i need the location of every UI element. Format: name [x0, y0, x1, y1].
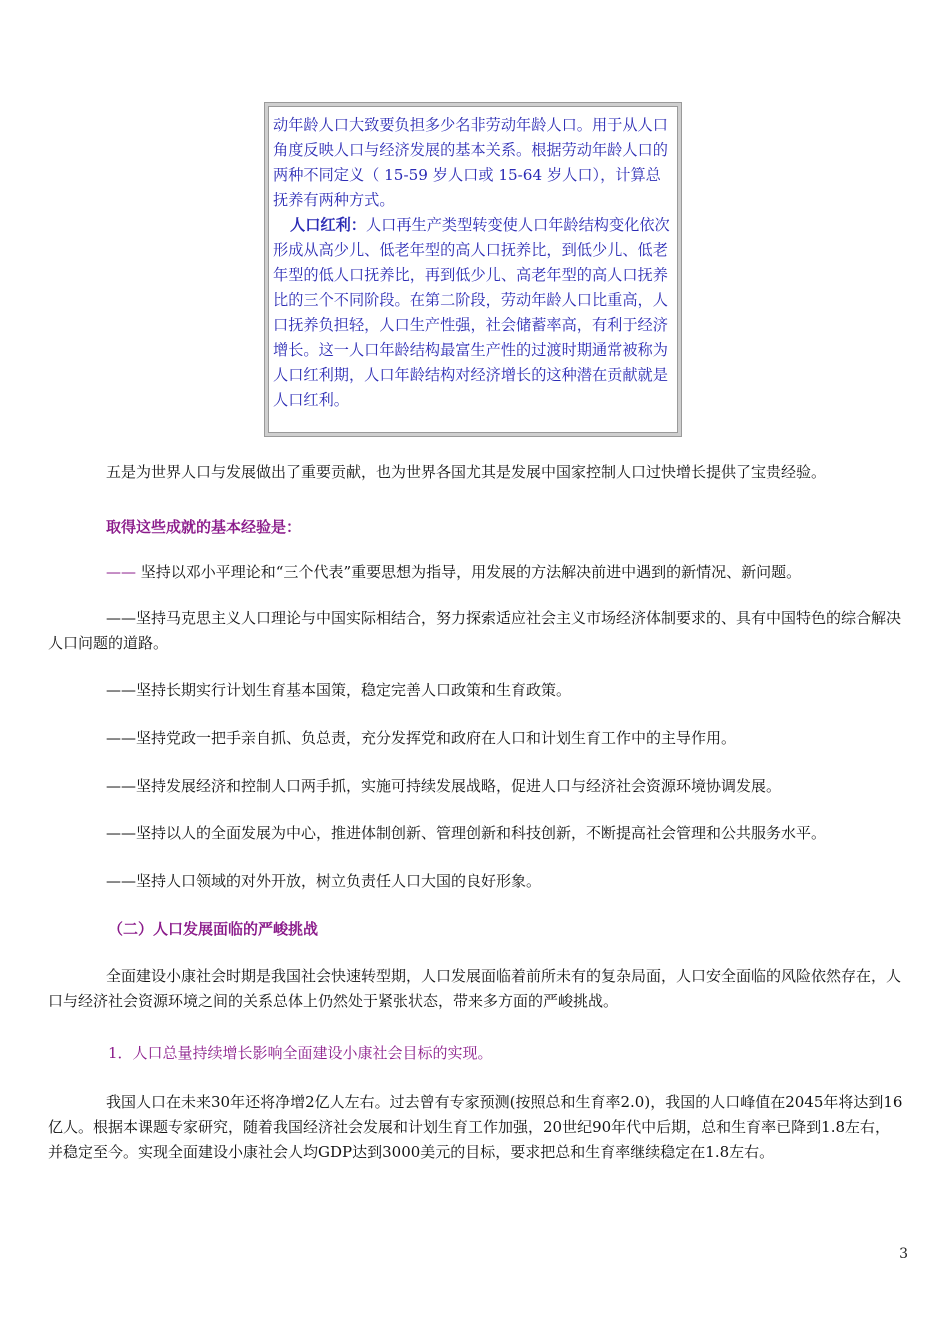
box-paragraph-dependency: 动年龄人口大致要负担多少名非劳动年龄人口。用于从人口角度反映人口与经济发展的基本关系。根据劳动年龄人口的两种不同定义（ 15-59 岁人口或 15-64 岁人口），计算总抚养有两种方式。 [273, 116, 668, 209]
experience-heading: 取得这些成就的基本经验是： [106, 518, 302, 536]
box-paragraph-dividend [273, 213, 673, 413]
population-forecast-paragraph: 我国人口在未来30年还将净增2亿人左右。过去曾有专家预测(按照总和生育率2.0)，我国的人口峰值在2045年将达到16亿人。根据本课题专家研究，随着我国经济社会发展和计划生育工作加强，20世纪90年代中后期，总和生育率已降到1.8左右，并稳定至今。实现全面建设小康社会人均GDP达到3000美元的目标，要求把总和生育率继续稳定在1.8左右。 [48, 1093, 903, 1161]
paragraph-five: 五是为世界人口与发展做出了重要贡献，也为世界各国尤其是发展中国家控制人口过快增长提供了宝贵经验。 [106, 463, 827, 481]
experience-item-2: ——坚持马克思主义人口理论与中国实际相结合，努力探索适应社会主义市场经济体制要求的、具有中国特色的综合解决人口问题的道路。 [48, 609, 902, 652]
box-definition-text: 人口再生产类型转变使人口年龄结构变化依次形成从高少儿、低老年型的高人口抚养比，到低少儿、低老年型的低人口抚养比，再到低少儿、高老年型的高人口抚养比的三个不同阶段。在第二阶段，劳动年龄人口比重高，人口抚养负担轻，人口生产性强，社会储蓄率高，有利于经济增长。这一人口年龄结构最富生产性的过渡时期通常被称为人口红利期，人口年龄结构对经济增长的这种潜在贡献就是人口红利。 [273, 216, 670, 409]
definition-box-content [268, 106, 678, 433]
experience-item-7: ——坚持人口领域的对外开放，树立负责任人口大国的良好形象。 [106, 872, 542, 890]
page-number: 3 [899, 1246, 908, 1262]
definition-box [264, 102, 682, 437]
box-term-demographic-dividend: 人口红利： [290, 216, 366, 234]
sub-heading-population-growth: 1．人口总量持续增长影响全面建设小康社会目标的实现。 [108, 1044, 493, 1062]
challenge-intro: 全面建设小康社会时期是我国社会快速转型期，人口发展面临着前所未有的复杂局面，人口安全面临的风险依然存在，人口与经济社会资源环境之间的关系总体上仍然处于紧张状态，带来多方面的严峻挑战。 [48, 967, 902, 1010]
experience-item-4: ——坚持党政一把手亲自抓、负总责，充分发挥党和政府在人口和计划生育工作中的主导作用。 [106, 729, 737, 747]
experience-item-5: ——坚持发展经济和控制人口两手抓，实施可持续发展战略，促进人口与经济社会资源环境协调发展。 [106, 777, 782, 795]
experience-item-6: ——坚持以人的全面发展为中心，推进体制创新、管理创新和科技创新，不断提高社会管理和公共服务水平。 [106, 824, 827, 842]
experience-item-1-dash: —— [106, 563, 136, 581]
experience-item-1-text: 坚持以邓小平理论和“三个代表”重要思想为指导，用发展的方法解决前进中遇到的新情况、新问题。 [136, 563, 802, 581]
section-heading: （二）人口发展面临的严峻挑战 [108, 920, 319, 938]
experience-item-1 [48, 560, 904, 585]
experience-item-3: ——坚持长期实行计划生育基本国策，稳定完善人口政策和生育政策。 [106, 681, 572, 699]
